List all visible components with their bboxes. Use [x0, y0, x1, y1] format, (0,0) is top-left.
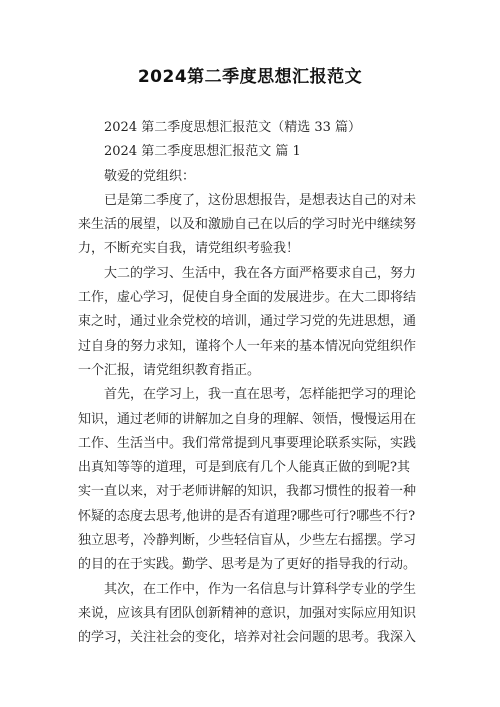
- text-line: 过自身的努力求知，谨将个人一年来的基本情况向党组织作: [78, 338, 417, 354]
- text-line: 首先，在学习上，我一直在思考，怎样能把学习的理论: [104, 387, 417, 403]
- text-line: 大二的学习、生活中，我在各方面严格要求自己，努力: [104, 265, 417, 281]
- text-line: 的学习，关注社会的变化，培养对社会问题的思考。我深入: [78, 630, 417, 646]
- text-line: 其次，在工作中，作为一名信息与计算科学专业的学生: [104, 581, 417, 597]
- text-line: 来说，应该具有团队创新精神的意识，加强对实际应用知识: [78, 605, 417, 621]
- text-line: 出真知等等的道理，可是到底有几个人能真正做的到呢?其: [78, 460, 410, 476]
- text-line: 工作，虚心学习，促使自身全面的发展进步。在大二即将结: [78, 290, 417, 306]
- text-line: 怀疑的态度去思考,他讲的是否有道理?哪些可行?哪些不行?: [78, 508, 416, 524]
- text-line: 工作、生活当中。我们常常提到凡事要理论联系实际，实践: [78, 435, 417, 451]
- text-line: 独立思考，冷静判断，少些轻信盲从，少些左右摇摆。学习: [78, 533, 417, 549]
- text-line: 2024 第二季度思想汇报范文（精选 33 篇）: [104, 120, 362, 135]
- text-line: 知识，通过老师的讲解加之自身的理解、领悟，慢慢运用在: [78, 411, 417, 427]
- text-line: 敬爱的党组织：: [104, 168, 196, 184]
- text-line: 力，不断充实自我，请党组织考验我！: [78, 241, 300, 257]
- text-line: 来生活的展望，以及和激励自己在以后的学习时光中继续努: [78, 217, 417, 233]
- text-line: 的目的在于实践。勤学、思考是为了更好的指导我的行动。: [78, 557, 417, 573]
- document-title: 2024第二季度思想汇报范文: [137, 67, 363, 87]
- text-line: 实一直以来，对于老师讲解的知识，我都习惯性的报着一种: [78, 484, 417, 500]
- text-line: 2024 第二季度思想汇报范文 篇 1: [104, 144, 301, 160]
- text-line: 一个汇报，请党组织教育指正。: [78, 362, 261, 378]
- text-line: 已是第二季度了，这份思想报告，是想表达自己的对未: [104, 192, 417, 208]
- text-line: 束之时，通过业余党校的培训，通过学习党的先进思想，通: [78, 314, 417, 330]
- document-body: [78, 116, 430, 651]
